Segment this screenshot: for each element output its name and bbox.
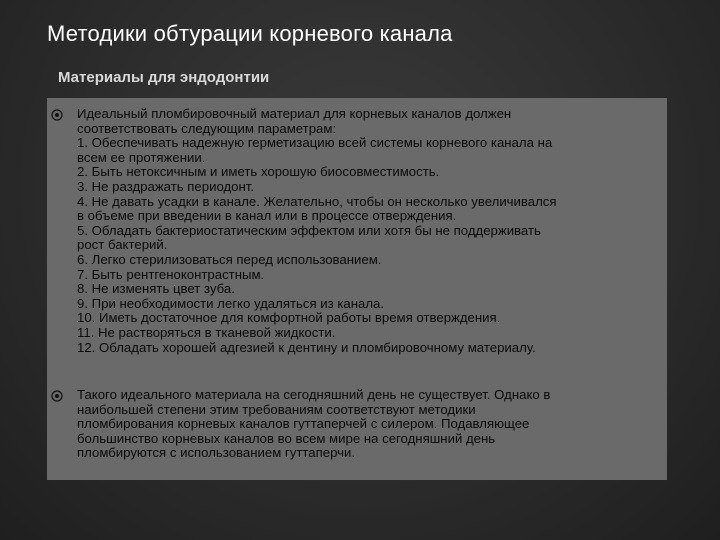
- slide-subtitle: Материалы для эндодонтии: [58, 69, 270, 86]
- bullet-circle-icon: [50, 108, 64, 122]
- slide-title: Методики обтурации корневого канала: [47, 21, 453, 46]
- bullet-circle-icon: [50, 389, 64, 403]
- paragraph-conclusion: Такого идеального материала на сегодняшний день не существует. Однако в наибольшей степени этим требованиям соответствуют методики пломбирования корневых каналов гуттаперчей с силером. Подавляющее большинство корневых каналов во всем мире на сегодняшний день пломбируются с использованием гуттаперчи.: [77, 387, 551, 461]
- paragraph-requirements: Идеальный пломбировочный материал для корневых каналов должен соответствовать следующим параметрам: 1. Обеспечивать надежную герметизацию всей системы корневого канала на всем ее протяжении. 2. Быть нетоксичным и иметь хорошую биосовместимость. 3. Не раздражать периодонт. 4. Не давать усадки в канале. Желательно, чтобы он несколько увеличивался в объеме при введении в канал или в процессе отверждения. 5. Обладать бактериостатическим эффектом или хотя бы не поддерживать рост бактерий. 6. Легко стерилизоваться перед использованием. 7. Быть рентгеноконтрастным. 8. Не изменять цвет зуба. 9. При необходимости легко удаляться из канала. 10. Иметь достаточное для комфортной работы время отверждения. 11. Не растворяться в тканевой жидкости. 12. Обладать хорошей адгезией к дентину и пломбировочному материалу.: [77, 106, 557, 355]
